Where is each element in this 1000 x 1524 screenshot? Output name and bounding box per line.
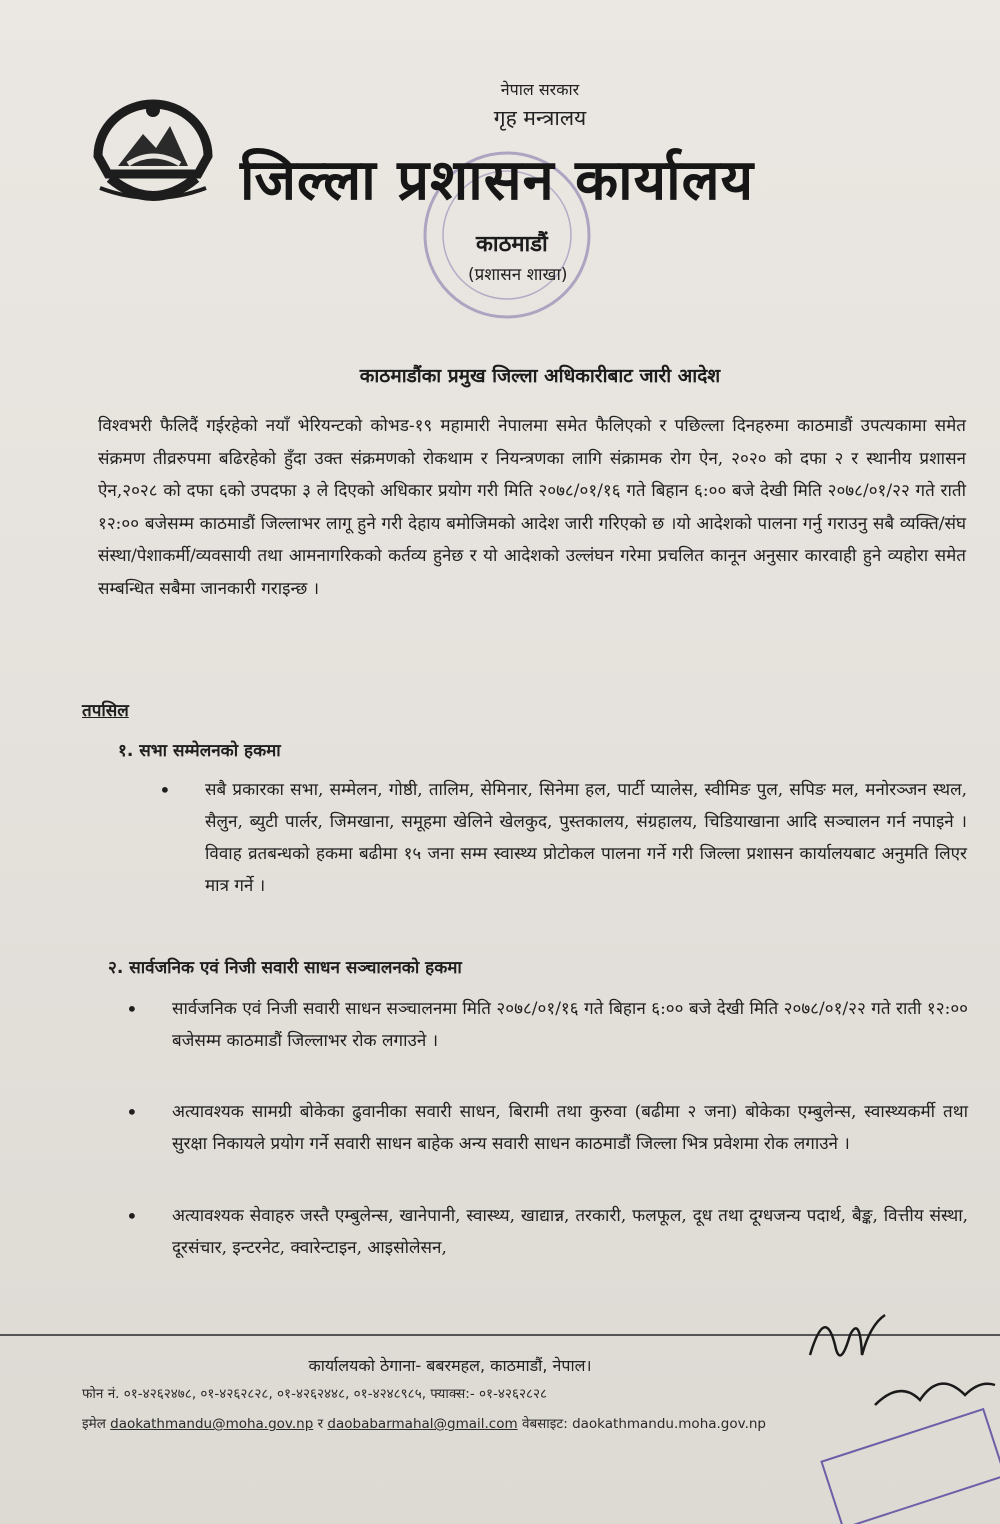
district-label: काठमाडौं <box>476 232 548 257</box>
website-label: वेबसाइट: <box>521 1416 568 1432</box>
phone-numbers: फोन नं. ०१-४२६२४७८, ०१-४२६२८२८, ०१-४२६२४४८, ०१-४२४८९८५, फ्याक्स:- ०१-४२६२८२८ <box>82 1386 548 1402</box>
email-link-2[interactable]: daobabarmahal@gmail.com <box>327 1416 518 1432</box>
email-label: इमेल <box>82 1416 106 1432</box>
email-line <box>82 1414 766 1432</box>
email-link-1[interactable]: daokathmandu@moha.gov.np <box>110 1416 314 1432</box>
office-title: जिल्ला प्रशासन कार्यालय <box>240 148 755 213</box>
section-2-bullet-2: • अत्यावश्यक सामग्री बोकेका ढुवानीका सवारी साधन, बिरामी तथा कुरुवा (बढीमा २ जना) बोकेका एम्बुलेन्स, स्वास्थ्यकर्मी तथा सुरक्षा निकायले प्रयोग गर्ने सवारी साधन बाहेक अन्य सवारी साधन काठमाडौं जिल्ला भित्र प्रवेशमा रोक लगाउने । <box>172 1096 968 1160</box>
office-address: कार्यालयको ठेगाना- बबरमहल, काठमाडौं, नेपाल। <box>308 1356 592 1375</box>
order-title: काठमाडौंका प्रमुख जिल्ला अधिकारीबाट जारी आदेश <box>359 365 721 387</box>
section-2-heading: २. सार्वजनिक एवं निजी सवारी साधन सञ्चालनको हकमा <box>108 958 462 978</box>
branch-label: (प्रशासन शाखा) <box>468 265 568 285</box>
section-1-bullet: • सबै प्रकारका सभा, सम्मेलन, गोष्ठी, तालिम, सेमिनार, सिनेमा हल, पार्टी प्यालेस, स्वीमिङ पुल, सपिङ मल, मनोरञ्जन स्थल, सैलुन, ब्युटी पार्लर, जिमखाना, समूहमा खेलिने खेलकुद, पुस्तकालय, संग्रहालय, चिडियाखाना आदि सञ्चालन गर्न नपाइने । विवाह व्रतबन्धको हकमा बढीमा १५ जना सम्म स्वास्थ्य प्रोटोकल पालना गर्ने गरी जिल्ला प्रशासन कार्यालयबाट अनुमति लिएर मात्र गर्ने । <box>205 774 967 902</box>
intro-paragraph: विश्वभरी फैलिदैं गईरहेको नयाँ भेरियन्टको कोभड-१९ महामारी नेपालमा समेत फैलिएको र पछिल्ला दिनहरुमा काठमाडौं उपत्यकामा समेत संक्रमण तीव्ररुपमा बढिरहेको हुँदा उक्त संक्रमणको रोकथाम र नियन्त्रणका लागि संक्रामक रोग ऐन, २०२० को दफा २ र स्थानीय प्रशासन ऐन,२०२८ को दफा ६को उपदफा ३ ले दिएको अधिकार प्रयोग गरी मिति २०७८/०१/१६ गते बिहान ६:०० बजे देखी मिति २०७८/०१/२२ गते राती १२:०० बजेसम्म काठमाडौं जिल्लाभर लागू हुने गरी देहाय बमोजिमको आदेश जारी गरिएको छ ।यो आदेशको पालना गर्नु गराउनु सबै व्यक्ति/संघ संस्था/पेशाकर्मी/व्यवसायी तथा आमनागरिकको कर्तव्य हुनेछ र यो आदेशको उल्लंघन गरेमा प्रचलित कानून अनुसार कारवाही हुने व्यहोरा समेत सम्बन्धित सबैमा जानकारी गराइन्छ । <box>98 416 966 599</box>
website-link[interactable]: daokathmandu.moha.gov.np <box>572 1416 766 1432</box>
section-2-bullet-3: • अत्यावश्यक सेवाहरु जस्तै एम्बुलेन्स, खानेपानी, स्वास्थ्य, खाद्यान्न, तरकारी, फलफूल, दूध तथा दूग्धजन्य पदार्थ, बैङ्क, वित्तीय संस्था, दूरसंचार, इन्टरनेट, क्वारेन्टाइन, आइसोलेसन, <box>172 1200 968 1264</box>
section-1-heading: १. सभा सम्मेलनको हकमा <box>118 741 281 761</box>
email-conjunction: र <box>317 1416 324 1432</box>
signature-and-stamp-icon <box>790 1285 1000 1524</box>
ministry-label: गृह मन्त्रालय <box>493 106 587 130</box>
schedule-heading: तपसिल <box>82 701 129 721</box>
government-label: नेपाल सरकार <box>500 80 580 99</box>
section-2-bullet-1: • सार्वजनिक एवं निजी सवारी साधन सञ्चालनमा मिति २०७८/०१/१६ गते बिहान ६:०० बजे देखी मिति २०७८/०१/२२ गते राती १२:०० बजेसम्म काठमाडौं जिल्लाभर रोक लगाउने । <box>172 993 968 1057</box>
